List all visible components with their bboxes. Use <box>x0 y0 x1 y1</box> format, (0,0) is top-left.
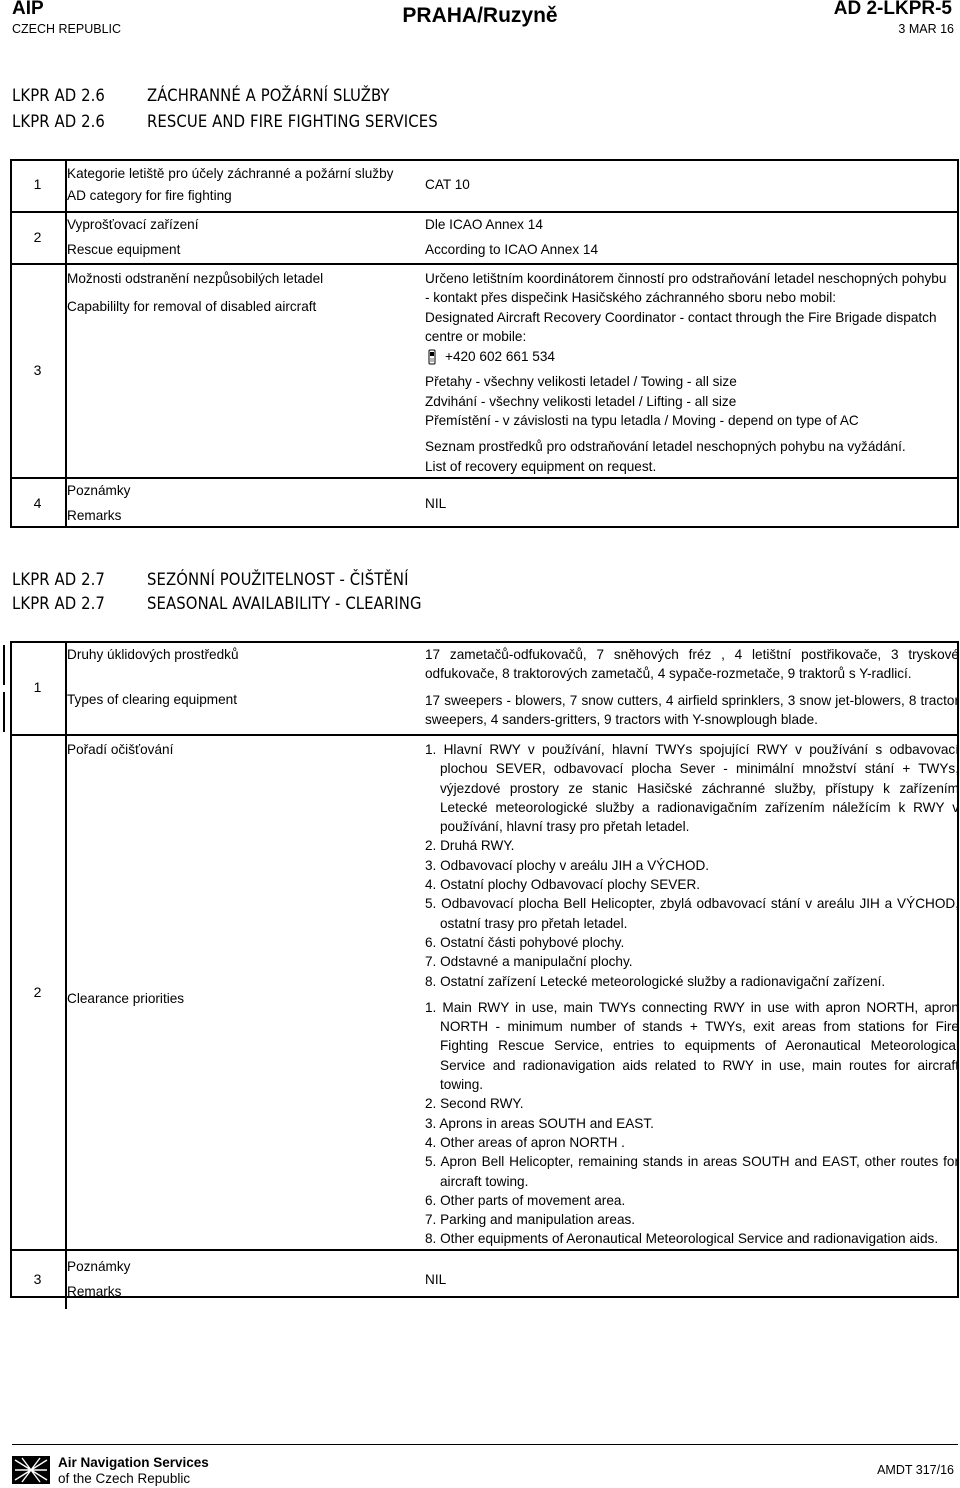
section-title-cz: SEZÓNNÍ POUŽITELNOST - ČIŠTĚNÍ <box>147 570 409 589</box>
row-number: 1 <box>10 159 66 212</box>
row-number: 2 <box>10 212 66 264</box>
removal-line: Seznam prostředků pro odstraňování letadel neschopných pohybu na vyžádání. <box>425 439 906 455</box>
removal-line: - kontakt přes dispečink Hasičského záchranného sboru nebo mobil: <box>425 290 837 306</box>
row-number: 3 <box>10 264 66 478</box>
row-value-en: According to ICAO Annex 14 <box>425 242 599 258</box>
table-row <box>10 478 959 528</box>
organization-name: Air Navigation Services <box>58 1455 209 1470</box>
row-label-cz: Poznámky <box>67 483 131 498</box>
ansp-logo-icon <box>12 1456 50 1484</box>
row-label-en: Rescue equipment <box>67 242 181 258</box>
list-item: 7. Parking and manipulation areas. <box>425 1212 636 1228</box>
row-label-en: Capabililty for removal of disabled aircraft <box>67 299 317 315</box>
removal-line: Designated Aircraft Recovery Coordinator - contact through the Fire Brigade dispatch centre or mobile: <box>425 309 937 344</box>
row-label-cz: Možnosti odstranění nezpůsobilých letadel <box>67 271 324 286</box>
row-value-en: 17 sweepers - blowers, 7 snow cutters, 4 airfield sprinklers, 3 snow jet-blowers, 8 tractor sweepers, 4 sanders-gritters, 9 tractors with Y-snowplough blade. <box>425 692 959 727</box>
row-value: NIL <box>425 495 447 511</box>
table-row <box>10 159 959 212</box>
priority-list-en <box>425 998 959 1249</box>
page-reference: AD 2-LKPR-5 <box>833 0 952 19</box>
priority-list-cz <box>425 740 959 991</box>
table-row <box>10 641 959 735</box>
row-label-cz: Poznámky <box>67 1258 131 1274</box>
row-number: 1 <box>10 641 66 735</box>
row-label-en: Clearance priorities <box>67 991 185 1007</box>
effective-date: 3 MAR 16 <box>898 22 954 36</box>
list-item: 5. Odbavovací plocha Bell Helicopter, zbylá odbavovací stání v areálu JIH a VÝCHOD, ostatní trasy pro přetah letadel. <box>425 896 959 931</box>
list-item: 1. Hlavní RWY v používání, hlavní TWYs spojující RWY v používání s odbavovací plochou SEVER, odbavovací plocha Sever - minimální množství stání + TWYs, výjezdové prostory ze stanic Hasičské záchranné služby, přístupy k zařízením Letecké meteorologické služby a radionavigačním zařízením náležícím k RWY v používání, hlavní trasy pro přetah letadel. <box>425 742 959 835</box>
row-label-en: Remarks <box>67 1284 122 1300</box>
section-code-cz: LKPR AD 2.7 <box>12 570 105 589</box>
row-label-en: Remarks <box>67 508 122 524</box>
table-row <box>10 1250 959 1309</box>
removal-line: List of recovery equipment on request. <box>425 458 657 474</box>
footer-divider <box>12 1444 958 1445</box>
list-item: 8. Other equipments of Aeronautical Meteorological Service and radionavigation aids. <box>425 1231 939 1247</box>
removal-line: Zdvihání - všechny velikosti letadel / Lifting - all size <box>425 393 737 409</box>
row-number: 4 <box>10 478 66 528</box>
list-item: 4. Ostatní plochy Odbavovací plochy SEVER. <box>425 877 701 893</box>
amendment-number: AMDT 317/16 <box>877 1463 954 1477</box>
list-item: 3. Aprons in areas SOUTH and EAST. <box>425 1115 654 1131</box>
row-label-cz: Vyprošťovací zařízení <box>67 217 199 232</box>
list-item: 2. Second RWY. <box>425 1096 524 1112</box>
table-row <box>10 264 959 478</box>
section-code-cz: LKPR AD 2.6 <box>12 86 105 105</box>
section-title-en: RESCUE AND FIRE FIGHTING SERVICES <box>147 112 438 131</box>
phone-line <box>425 347 959 366</box>
change-bar <box>3 645 5 685</box>
list-item: 1. Main RWY in use, main TWYs connecting RWY in use with apron NORTH, apron NORTH - minimum number of stands + TWYs, exit areas from stations for Fire Fighting Rescue Service, entries to equipments of Aeronautical Meteorological Service and radionavigation aids related to RWY in use, main routes for aircraft towing. <box>425 999 959 1093</box>
mobile-phone-icon <box>427 349 437 365</box>
country-label: CZECH REPUBLIC <box>12 22 122 36</box>
row-number: 3 <box>10 1250 66 1309</box>
removal-line: Určeno letištním koordinátorem činností pro odstraňování letadel neschopných pohybu <box>425 271 947 286</box>
clearing-table <box>10 641 959 1309</box>
change-bar <box>3 692 5 732</box>
row-label-cz: Kategorie letiště pro účely záchranné a požární služby <box>67 166 394 181</box>
list-item: 4. Other areas of apron NORTH . <box>425 1134 625 1150</box>
list-item: 2. Druhá RWY. <box>425 838 515 854</box>
table-row <box>10 212 959 264</box>
removal-line: Přemístění - v závislosti na typu letadla / Moving - depend on type of AC <box>425 413 859 429</box>
row-value-cz: 17 zametačů-odfukovačů, 7 sněhových fréz , 4 letištní postřikovače, 3 tryskové odfukovače, 8 traktorových zametačů, 4 sypače-rozmetače, 9 traktorů s Y-radlicí. <box>425 647 959 682</box>
section-title-cz: ZÁCHRANNÉ A POŽÁRNÍ SLUŽBY <box>147 86 390 105</box>
list-item: 3. Odbavovací plochy v areálu JIH a VÝCHOD. <box>425 857 710 873</box>
section-code-en: LKPR AD 2.6 <box>12 112 105 131</box>
list-item: 8. Ostatní zařízení Letecké meteorologické služby a radionavigační zařízení. <box>425 973 886 989</box>
list-item: 6. Other parts of movement area. <box>425 1192 626 1208</box>
row-label-cz: Pořadí očišťování <box>67 742 174 757</box>
removal-line: Přetahy - všechny velikosti letadel / Towing - all size <box>425 374 737 390</box>
list-item: 5. Apron Bell Helicopter, remaining stands in areas SOUTH and EAST, other routes for aircraft towing. <box>425 1154 959 1189</box>
row-value: NIL <box>425 1272 447 1288</box>
table-row <box>10 735 959 1250</box>
section-code-en: LKPR AD 2.7 <box>12 594 105 613</box>
organization-name-2: of the Czech Republic <box>58 1471 191 1486</box>
row-label-en: AD category for fire fighting <box>67 188 232 204</box>
row-label-cz: Druhy úklidových prostředků <box>67 647 239 662</box>
row-value-cz: Dle ICAO Annex 14 <box>425 217 543 232</box>
row-value: CAT 10 <box>425 177 470 193</box>
list-item: 6. Ostatní části pohybové plochy. <box>425 934 625 950</box>
section-title-en: SEASONAL AVAILABILITY - CLEARING <box>147 594 422 613</box>
row-label-en: Types of clearing equipment <box>67 692 238 708</box>
aip-label: AIP <box>12 0 44 19</box>
rescue-fire-table <box>10 159 959 528</box>
phone-number: +420 602 661 534 <box>445 349 555 365</box>
row-number: 2 <box>10 735 66 1250</box>
list-item: 7. Odstavné a manipulační plochy. <box>425 954 633 970</box>
page-title: PRAHA/Ruzyně <box>402 4 558 27</box>
